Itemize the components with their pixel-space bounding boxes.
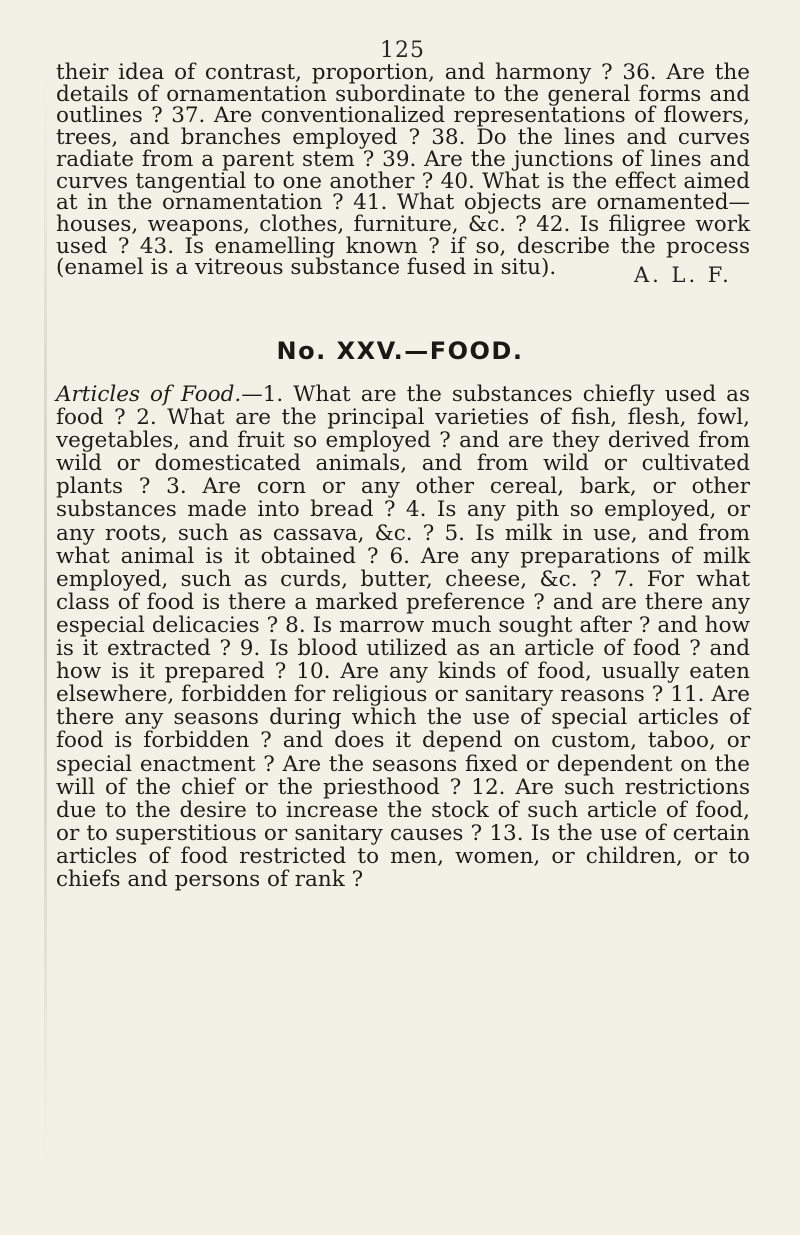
ornamentation-questions-paragraph: their idea of contrast, proportion, and harmony ? 36. Are the details of ornamentation subordinate to the general forms and outlines ? 37. Are conventionalized representations of flowers, trees, and branches employed ? 38. Do the lines and curves radiate from a parent stem ? 39. Are the junctions of lines and curves tangential to one another ? 40. What is the effect aimed at in the ornamentation ? 41. What objects are ornamented—houses, weapons, clothes, furniture, &c. ? 42. Is filigree work used ? 43. Is enamelling known ? if so, describe the process (enamel is a vitreous substance fused in situ). <box>56 60 750 281</box>
food-questions-text: —1. What are the substances chiefly used as food ? 2. What are the principal varieties of fish, flesh, fowl, vegetables, and fruit so employed ? and are they derived from wild or domesticated animals, and from wild or cultivated plants ? 3. Are corn or any other cereal, bark, or other substances made into bread ? 4. Is any pith so employed, or any roots, such as cassava, &c. ? 5. Is milk in use, and from what animal is it obtained ? 6. Are any preparations of milk employed, such as curds, butter, cheese, &c. ? 7. For what class of food is there a marked preference ? and are there any especial delicacies ? 8. Is marrow much sought after ? and how is it extracted ? 9. Is blood utilized as an article of food ? and how is it prepared ? 10. Are any kinds of food, usually eaten elsewhere, forbidden for religious or sanitary reasons ? 11. Are there any seasons during which the use of special articles of food is forbidden ? and does it depend on custom, taboo, or special enactment ? Are the seasons fixed or dependent on the will of the chief or the priesthood ? 12. Are such restrictions due to the desire to increase the stock of such article of food, or to superstitious or sanitary causes ? 13. Is the use of certain articles of food restricted to men, women, or children, or to chiefs and persons of rank ? <box>56 382 751 892</box>
author-initials: A. L. F. <box>634 263 732 287</box>
food-questions-paragraph <box>56 383 750 891</box>
page-number: 125 <box>380 38 425 63</box>
page-edge-shadow <box>44 70 47 1170</box>
food-subheading: Articles of Food. <box>56 382 242 407</box>
section-heading: No. XXV.—FOOD. <box>276 337 524 365</box>
